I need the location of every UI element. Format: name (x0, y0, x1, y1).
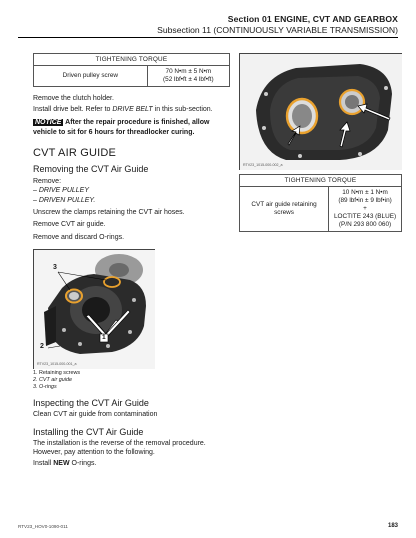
torque-value-metric: 70 N•m ± 5 N•m (165, 68, 212, 75)
figure-code: RTV23_1015-000-002_a (243, 163, 283, 167)
remove-label: Remove: (33, 177, 62, 185)
step-remove-guide: Remove CVT air guide. (33, 221, 106, 229)
legend-item (33, 384, 230, 391)
right-column (239, 53, 402, 232)
step-install-belt (33, 105, 230, 114)
notice-tag: NOTICE (35, 119, 62, 127)
install-orings-text (33, 459, 230, 468)
torque-value-metric: 10 N•m ± 1 N•m (342, 189, 388, 196)
figure-legend (33, 370, 230, 391)
remove-list-item[interactable] (33, 186, 230, 195)
torque-table-driven-pulley (33, 53, 230, 87)
subheading-inspecting: Inspecting the CVT Air Guide (33, 398, 149, 409)
step-remove-holder: Remove the clutch holder. (33, 95, 114, 102)
torque-item-line: screws (274, 209, 294, 216)
subheading-installing: Installing the CVT Air Guide (33, 426, 144, 437)
install-orings-pre: Install (33, 460, 54, 468)
subsection-title: Subsection 11 (CONTINUOUSLY VARIABLE TRANSMISSION) (157, 25, 398, 35)
notice-text: After the repair procedure is finished, allow vehicle to sit for 6 hours for threadlocker curing. (33, 119, 210, 136)
figure-cvt-cover (239, 53, 402, 170)
torque-item-line: CVT air guide retaining (251, 201, 317, 208)
torque-value-plus: + (363, 205, 367, 212)
torque-value (147, 66, 229, 87)
step-install-belt-text-end: in this sub-section. (152, 106, 213, 114)
header-rule (18, 37, 398, 38)
section-title: Section 01 ENGINE, CVT AND GEARBOX (227, 14, 398, 24)
footer-doc-code: RTV23_HOV0-1090-011 (18, 524, 68, 529)
step-install-belt-text: Install drive belt. Refer to (33, 106, 113, 114)
callout-2: 2 (40, 342, 44, 350)
legend-item-text: 3. O-rings (33, 383, 57, 390)
remove-list-item[interactable] (33, 196, 230, 205)
driven-pulley-link[interactable]: – DRIVEN PULLEY. (33, 196, 96, 204)
callout-3: 3 (53, 263, 57, 271)
legend-item-text: 2. CVT air guide (33, 376, 72, 383)
page-number: 183 (387, 523, 398, 529)
remove-list (33, 186, 230, 205)
notice-paragraph (33, 118, 230, 136)
section-heading-cvt-air-guide: CVT AIR GUIDE (33, 146, 117, 159)
step-discard-orings: Remove and discard O-rings. (33, 233, 125, 241)
legend-item (33, 377, 230, 384)
install-orings-new: NEW (53, 460, 70, 468)
torque-value-imperial: (89 lbf•in ± 9 lbf•in) (338, 197, 392, 204)
torque-value-part-number: (P/N 293 800 060) (338, 221, 392, 228)
drive-pulley-link[interactable]: – DRIVE PULLEY (33, 187, 90, 195)
torque-item (240, 187, 329, 232)
figure-code: RTV23_1015-000-001_a (37, 361, 77, 366)
install-orings-post: O-rings. (69, 460, 97, 468)
subheading-removing: Removing the CVT Air Guide (33, 163, 149, 174)
cvt-cover-illustration (240, 54, 402, 170)
inspecting-text: Clean CVT air guide from contamination (33, 411, 158, 419)
torque-table-heading: TIGHTENING TORQUE (34, 54, 230, 66)
step-unscrew-clamps: Unscrew the clamps retaining the CVT air hoses. (33, 209, 185, 217)
torque-item: Driven pulley screw (34, 66, 148, 87)
torque-value-imperial: (52 lbf•ft ± 4 lbf•ft) (163, 76, 214, 83)
left-column (33, 53, 230, 468)
legend-item: 1. Retaining screws (33, 369, 81, 376)
drive-belt-link[interactable]: DRIVE BELT (112, 106, 153, 114)
torque-table-heading: TIGHTENING TORQUE (240, 175, 402, 187)
torque-value (329, 187, 402, 232)
callout-1: 1 (102, 333, 106, 341)
torque-value-loctite: LOCTITE 243 (BLUE) (333, 213, 397, 220)
figure-cvt-air-guide (33, 249, 155, 369)
torque-table-air-guide-screws (239, 174, 402, 232)
installing-text: The installation is the reverse of the removal procedure. However, pay attention to the following. (33, 439, 206, 456)
